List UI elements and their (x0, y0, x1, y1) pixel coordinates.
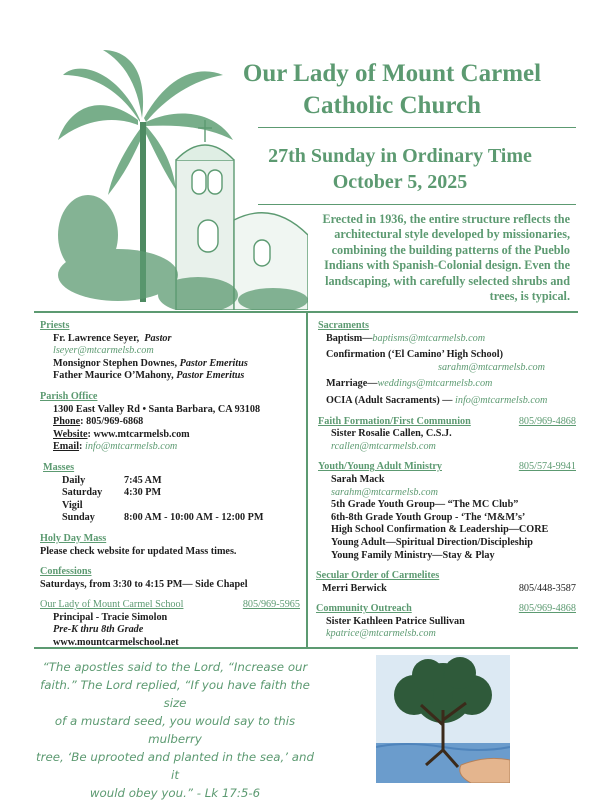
youth-email[interactable]: sarahm@mtcarmelsb.com (331, 486, 438, 498)
youth-item: Young Family Ministry—Stay & Play (331, 549, 495, 561)
church-name-line1: Our Lady of Mount Carmel (242, 60, 542, 87)
church-history-text: Erected in 1936, the entire structure reflects the architectural style developed by missionaries, combining the building patterns of the Pueblo Indians with Spanish-Colonial design. Even the landscaping, with carefully selected shrubs and trees, is typical. (322, 212, 570, 304)
parish-office-heading: Parish Office (40, 390, 98, 402)
youth-item: High School Confirmation & Leadership—CORE (331, 524, 549, 536)
left-column (40, 320, 300, 650)
church-name-line2: Catholic Church (302, 92, 482, 119)
outreach-heading: Community Outreach 805/969-4868 (316, 603, 576, 615)
bulletin-date: October 5, 2025 (332, 171, 468, 193)
pastor-email[interactable]: lseyer@mtcarmelsb.com (53, 345, 154, 357)
confirmation-line: Confirmation (‘El Camino’ High School) (326, 349, 503, 361)
title-divider (258, 127, 576, 128)
sacraments-heading: Sacraments (318, 320, 369, 331)
holy-day-heading: Holy Day Mass (40, 532, 107, 544)
youth-phone: 805/574-9941 (518, 461, 576, 473)
priests-heading: Priests (40, 320, 70, 331)
marriage-line[interactable]: Marriage—weddings@mtcarmelsb.com (326, 378, 493, 390)
confirmation-email[interactable]: sarahm@mtcarmelsb.com (438, 361, 545, 373)
school-website[interactable]: www.mountcarmelschool.net (53, 637, 179, 649)
office-phone: Phone: 805/969-6868 (53, 416, 144, 428)
confessions-heading: Confessions (40, 566, 92, 578)
outreach-phone: 805/969-4868 (518, 603, 576, 615)
liturgical-date-title: 27th Sunday in Ordinary Time (268, 145, 532, 167)
subtitle-divider (258, 204, 576, 205)
office-email[interactable]: Email: info@mtcarmelsb.com (53, 441, 178, 453)
emeritus-line-1: Monsignor Stephen Downes, Pastor Emeritus (53, 357, 248, 369)
school-principal: Principal - Tracie Simolon (53, 611, 168, 623)
scripture-quote: “The apostles said to the Lord, “Increase our faith.” The Lord replied, “If you have faith the size of a mustard seed, you would say to this mulberry tree, ‘Be uprooted and planted in the sea,’ and it would obey you.” - Lk 17:5-6 (36, 660, 314, 800)
school-phone: 805/969-5965 (242, 599, 300, 611)
confessions-text: Saturdays, from 3:30 to 4:15 PM— Side Chapel (40, 578, 248, 590)
mass-row-daily: Daily 7:45 AM (62, 474, 162, 486)
outreach-email[interactable]: kpatrice@mtcarmelsb.com (326, 628, 436, 640)
formation-contact: Sister Rosalie Callen, C.S.J. (331, 428, 452, 440)
column-divider (306, 313, 308, 647)
emeritus-line-2: Father Maurice O’Mahony, Pastor Emeritus (53, 370, 245, 382)
masses-heading: Masses (43, 461, 75, 473)
formation-heading: Faith Formation/First Communion 805/969-4868 (318, 415, 576, 427)
mass-row-sunday: Sunday 8:00 AM - 10:00 AM - 12:00 PM (62, 512, 264, 524)
school-grades: Pre-K thru 8th Grade (53, 624, 144, 636)
outreach-contact: Sister Kathleen Patrice Sullivan (326, 615, 465, 627)
formation-email[interactable]: rcallen@mtcarmelsb.com (331, 440, 436, 452)
holy-day-text: Please check website for updated Mass times. (40, 545, 237, 557)
baptism-line[interactable]: Baptism—baptisms@mtcarmelsb.com (326, 332, 486, 344)
school-heading: Our Lady of Mount Carmel School 805/969-5965 (40, 599, 300, 611)
youth-item: Young Adult—Spiritual Direction/Discipleship (331, 536, 533, 548)
right-column (318, 320, 576, 641)
formation-phone: 805/969-4868 (518, 415, 576, 427)
carmelites-heading: Secular Order of Carmelites (316, 570, 440, 582)
youth-item: 5th Grade Youth Group— “The MC Club” (331, 499, 519, 511)
office-address: 1300 East Valley Rd • Santa Barbara, CA 93108 (53, 403, 261, 415)
ocia-line[interactable]: OCIA (Adult Sacraments) — info@mtcarmelsb.com (326, 394, 548, 406)
youth-heading: Youth/Young Adult Ministry 805/574-9941 (318, 461, 576, 473)
carmelites-row: Merri Berwick 805/448-3587 (322, 582, 576, 594)
office-website[interactable]: Website: www.mtcarmelsb.com (53, 428, 190, 440)
mulberry-tree-illustration (376, 655, 510, 783)
youth-item: 6th-8th Grade Youth Group - ‘The ‘M&M’s’ (331, 511, 526, 523)
youth-contact: Sarah Mack (331, 473, 385, 485)
mass-row-saturday: Saturday Vigil 4:30 PM (62, 487, 162, 511)
pastor-line: Fr. Lawrence Seyer, Pastor (53, 332, 172, 344)
